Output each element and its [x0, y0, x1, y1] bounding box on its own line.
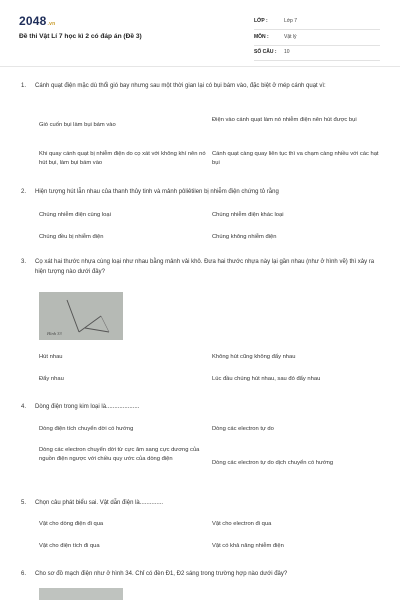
meta-row-class: [254, 15, 380, 30]
answer-option[interactable]: Dòng điện tích chuyển dời có hướng: [39, 426, 134, 432]
question-number: 1.: [21, 83, 27, 89]
rulers-illustration: [39, 292, 123, 340]
meta-label: SỐ CÂU :: [254, 49, 277, 55]
answer-option[interactable]: Vật cho dòng điện đi qua: [39, 521, 104, 527]
meta-row-question-count: [254, 46, 380, 61]
figure-caption: Hình 33: [47, 331, 62, 336]
question-number: 6.: [21, 571, 27, 577]
answer-option[interactable]: Đẩy nhau: [39, 376, 64, 382]
document-title: Đề thi Vật Lí 7 học kì 2 có đáp án (Đề 3): [19, 33, 142, 40]
meta-value: Lớp 7: [284, 18, 298, 24]
answer-option[interactable]: Dòng các electron tự do: [212, 426, 274, 432]
answer-option[interactable]: Chúng nhiễm điện khác loại: [212, 212, 284, 218]
question-text: Dòng điện trong kim loại là....................: [35, 404, 140, 410]
answer-option[interactable]: Lúc đầu chúng hút nhau, sau đó đẩy nhau: [212, 376, 321, 382]
question-text: Cho sơ đồ mạch điện như ở hình 34. Chỉ có đèn Đ1, Đ2 sáng trong trường hợp nào dưới đây?: [35, 571, 288, 577]
answer-option[interactable]: Vật cho electron đi qua: [212, 521, 272, 527]
question-number: 4.: [21, 404, 27, 410]
answer-option[interactable]: Chúng không nhiễm điện: [212, 234, 277, 240]
answer-option[interactable]: Hút nhau: [39, 354, 63, 360]
answer-option[interactable]: Dòng các electron chuyển dời từ cực âm sang cực dương của nguồn điện ngược với chiều quy ước của dòng điện: [39, 447, 200, 462]
document-header: [0, 0, 400, 67]
logo-text: 2048: [19, 14, 47, 28]
answer-option[interactable]: Điện vào cánh quạt làm nó nhiễm điện nên hút được bụi: [212, 117, 357, 123]
logo-domain: .vn: [47, 21, 56, 27]
answer-option[interactable]: Vật cho điện tích đi qua: [39, 543, 100, 549]
meta-value: 10: [284, 49, 290, 55]
answer-option[interactable]: Chúng nhiễm điện cùng loại: [39, 212, 111, 218]
question-text: Cánh quạt điện mặc dù thổi gió bay nhưng sau một thời gian lại có bụi bám vào, đặc biệt ở mép cánh quạt vì:: [35, 83, 326, 89]
question-text: Cọ xát hai thước nhựa cùng loại như nhau bằng mảnh vải khô. Đưa hai thước nhựa này lại gần nhau (như ở hình vẽ) thì xảy ra hiện tượng nào dưới đây?: [35, 259, 375, 275]
answer-option[interactable]: Chúng đều bị nhiễm điện: [39, 234, 104, 240]
question-number: 2.: [21, 189, 27, 195]
question-text: Hiện tượng hút lẫn nhau của thanh thủy tinh và mảnh pôliêtilen bị nhiễm điện chứng tỏ rằng: [35, 189, 279, 195]
answer-option[interactable]: Không hút cũng không đẩy nhau: [212, 354, 296, 360]
meta-row-subject: [254, 31, 380, 46]
question-text: Chọn câu phát biểu sai. Vật dẫn điện là..............: [35, 500, 164, 506]
answer-option[interactable]: Khi quay cánh quạt bị nhiễm điện do cọ xát với không khí nên nó hút bụi, làm bụi bám vào: [39, 151, 206, 166]
answer-option[interactable]: Dòng các electron tự do dịch chuyển có hướng: [212, 460, 334, 466]
figure-image-circuit: [39, 588, 123, 600]
meta-label: MÔN :: [254, 34, 269, 40]
meta-label: LỚP :: [254, 18, 268, 24]
site-logo[interactable]: [19, 14, 55, 28]
answer-option[interactable]: Cánh quạt càng quay liên tục thì va chạm càng nhiều với các hạt bụi: [212, 151, 379, 166]
question-number: 5.: [21, 500, 27, 506]
meta-value: Vật lý: [284, 34, 297, 40]
figure-image: [39, 292, 123, 340]
answer-option[interactable]: Vật có khả năng nhiễm điện: [212, 543, 284, 549]
question-number: 3.: [21, 259, 27, 265]
answer-option[interactable]: Gió cuốn bụi làm bụi bám vào: [39, 122, 116, 128]
